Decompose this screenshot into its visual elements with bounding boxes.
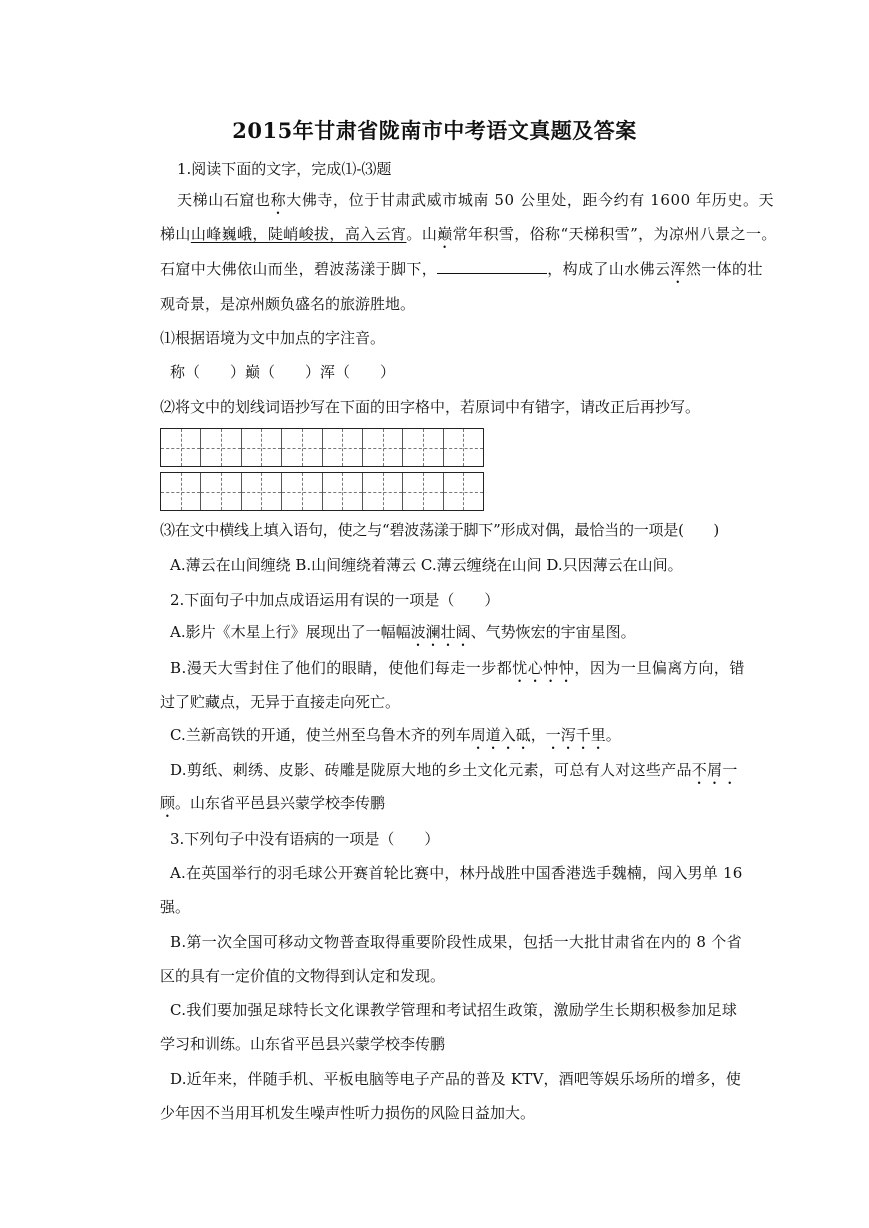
- q3-option-a-cont: 强。: [160, 898, 191, 916]
- q3-option-d: D.近年来，伴随手机、平板电脑等电子产品的普及 KTV，酒吧等娱乐场所的增多，使: [170, 1070, 742, 1088]
- q3-option-c-cont: 学习和训练。山东省平邑县兴蒙学校李传鹏: [160, 1035, 446, 1053]
- grid-cell: [201, 429, 241, 466]
- grid-cell: [242, 473, 282, 510]
- fill-in-blank: [437, 259, 547, 274]
- tianzige-grid-row-2: [160, 472, 484, 511]
- text-span: 梯山: [160, 225, 191, 243]
- dotted-idiom: 不屑一: [691, 761, 738, 779]
- q2-option-a: [170, 622, 636, 650]
- q1-intro: 1.阅读下面的文字，完成⑴-⑶题: [177, 160, 392, 178]
- q2-stem: 2.下面句子中加点成语运用有误的一项是（ ）: [170, 591, 500, 609]
- q3-option-d-cont: 少年因不当用耳机发生噪声性听力损伤的风险日益加大。: [160, 1104, 536, 1122]
- q3-stem: 3.下列句子中没有语病的一项是（ ）: [170, 830, 440, 848]
- q1-passage-line-1: [177, 190, 774, 218]
- dotted-char-dian: 巅: [437, 225, 453, 243]
- q3-option-b: B.第一次全国可移动文物普查取得重要阶段性成果，包括一大批甘肃省在内的 8 个省: [170, 933, 742, 951]
- grid-cell: [161, 473, 201, 510]
- underlined-phrase: 山峰巍峨，陡峭峻拔，高入云宵: [190, 225, 407, 243]
- q2-option-d-cont: [160, 793, 385, 821]
- grid-cell: [282, 429, 322, 466]
- text-span: ，因为一旦偏离方向，错: [574, 659, 745, 677]
- text-span: B.漫天大雪封住了他们的眼睛，使他们每走一步都: [170, 659, 513, 677]
- q1-sub2: ⑵将文中的划线词语抄写在下面的田字格中，若原词中有错字，请改正后再抄写。: [160, 398, 701, 416]
- q1-passage-line-4: 观奇景，是凉州颇负盛名的旅游胜地。: [160, 295, 416, 313]
- dotted-idiom: 周道入砥: [470, 726, 531, 744]
- grid-cell: [282, 473, 322, 510]
- dotted-idiom: 忧心忡忡: [512, 659, 575, 677]
- q1-sub1-answers: 称（ ）巅（ ）浑（ ）: [170, 363, 396, 381]
- grid-cell: [363, 473, 403, 510]
- q2-option-b: [170, 658, 745, 686]
- text-span: 。: [605, 726, 621, 744]
- grid-cell: [363, 429, 403, 466]
- text-span: ，构成了山水佛云: [547, 260, 671, 278]
- grid-cell: [444, 473, 483, 510]
- q1-sub1: ⑴根据语境为文中加点的字注音。: [160, 329, 386, 347]
- q1-passage-line-3: [160, 259, 763, 287]
- grid-cell: [403, 473, 443, 510]
- q3-option-c: C.我们要加强足球特长文化课教学管理和考试招生政策，激励学生长期积极参加足球: [170, 1001, 738, 1019]
- q1-sub3-options: A.薄云在山间缠绕 B.山间缠绕着薄云 C.薄云缠绕在山间 D.只因薄云在山间。: [170, 556, 683, 574]
- dotted-idiom: 波澜壮阔: [410, 623, 471, 641]
- tianzige-grid-row-1: [160, 428, 484, 467]
- text-span: A.影片《木星上行》展现出了一幅幅: [170, 623, 411, 641]
- grid-cell: [161, 429, 201, 466]
- dotted-idiom: 顾: [160, 794, 176, 812]
- q2-option-c: [170, 725, 621, 753]
- text-span: D.剪纸、刺绣、皮影、砖雕是陇原大地的乡土文化元素，可总有人对这些产品: [170, 761, 692, 779]
- grid-cell: [201, 473, 241, 510]
- grid-cell: [444, 429, 483, 466]
- grid-cell: [323, 473, 363, 510]
- grid-cell: [403, 429, 443, 466]
- q2-option-d: [170, 760, 738, 788]
- text-span: 、气势恢宏的宇宙星图。: [470, 623, 636, 641]
- page-title: 2015年甘肃省陇南市中考语文真题及答案: [232, 118, 637, 143]
- text-span: 。山东省平邑县兴蒙学校李传鹏: [175, 794, 386, 812]
- text-span: 大佛寺，位于甘肃武威市城南 50 公里处，距今约有 1600 年历史。天: [286, 191, 775, 209]
- grid-cell: [242, 429, 282, 466]
- text-span: 然一体的壮: [685, 260, 763, 278]
- q1-sub3: ⑶在文中横线上填入语句，使之与“碧波荡漾于脚下”形成对偶，最恰当的一项是( ): [160, 521, 720, 539]
- text-span: 常年积雪，俗称“天梯积雪”，为凉州八景之一。: [452, 225, 777, 243]
- text-span: 天梯山石窟也: [177, 191, 271, 209]
- grid-cell: [323, 429, 363, 466]
- dotted-idiom: 一泻千里: [545, 726, 606, 744]
- dotted-char-hun: 浑: [670, 260, 686, 278]
- q3-option-a: A.在英国举行的羽毛球公开赛首轮比赛中，林丹战胜中国香港选手魏楠，闯入男单 16: [170, 864, 743, 882]
- dotted-char-cheng: 称: [270, 191, 287, 209]
- q1-passage-line-2: [160, 224, 777, 252]
- text-span: ，: [530, 726, 546, 744]
- q2-option-b-cont: 过了贮藏点，无异于直接走向死亡。: [160, 693, 401, 711]
- text-span: 石窟中大佛依山而坐，碧波荡漾于脚下，: [160, 260, 438, 278]
- text-span: C.兰新高铁的开通，使兰州至乌鲁木齐的列车: [170, 726, 471, 744]
- text-span: 。山: [406, 225, 438, 243]
- q3-option-b-cont: 区的具有一定价值的文物得到认定和发现。: [160, 967, 446, 985]
